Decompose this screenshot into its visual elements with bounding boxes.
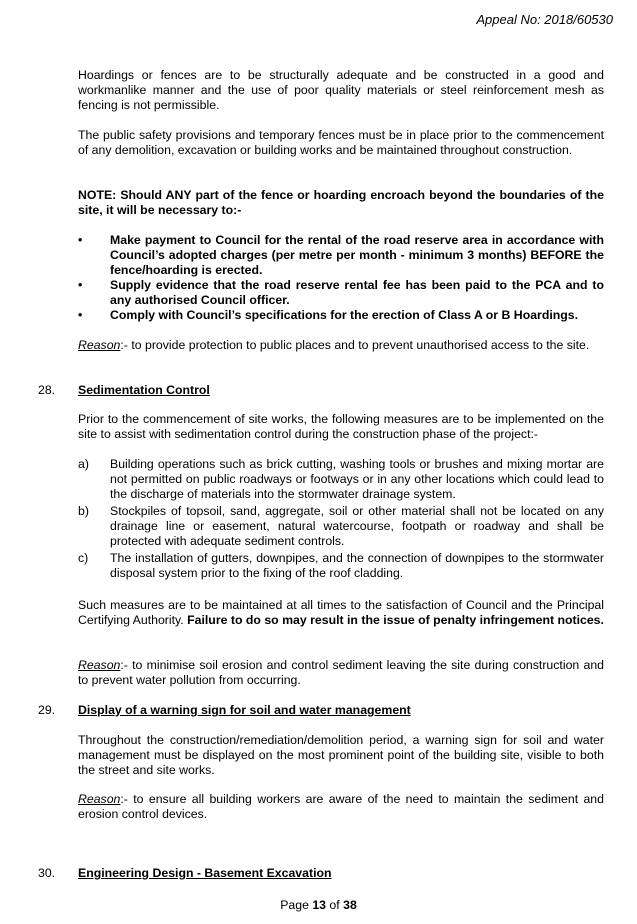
list-item-label: c): [78, 551, 89, 565]
appeal-number: Appeal No: 2018/60530: [476, 12, 613, 27]
maintenance-text: Such measures are to be maintained at all times to the satisfaction of Council and the Principal Certifying Authority.: [78, 598, 604, 627]
list-item-text: The installation of gutters, downpipes, and the connection of downpipes to the stormwater disposal system prior to the fixing of the roof cladding.: [110, 551, 604, 580]
bullet-icon: •: [78, 278, 83, 292]
bullet-text: Make payment to Council for the rental of the road reserve area in accordance with Council’s adopted charges (per metre per month - minimum 3 months) BEFORE the fence/hoarding is erected.: [110, 233, 604, 277]
bullet-item: [78, 233, 604, 278]
paragraph-public-safety: The public safety provisions and temporary fences must be in place prior to the commencement of any demolition, excavation or building works and be maintained throughout construction.: [78, 128, 604, 157]
footer-prefix: Page: [280, 898, 313, 912]
note-paragraph: NOTE: Should ANY part of the fence or hoarding encroach beyond the boundaries of the site, it will be necessary to:-: [78, 188, 604, 217]
list-item-text: Stockpiles of topsoil, sand, aggregate, soil or other material shall not be located on any drainage line or easement, natural watercourse, footpath or roadway and shall be protected with adequate sediment controls.: [110, 504, 604, 548]
section-title: Engineering Design - Basement Excavation: [78, 866, 332, 880]
list-item-text: Building operations such as brick cutting, washing tools or brushes and mixing mortar are not permitted on public roadways or footways or in any other locations which could lead to the discharge of materials into the stormwater drainage system.: [110, 457, 604, 501]
maintenance-paragraph: [78, 598, 604, 628]
reason-text: :- to minimise soil erosion and control sediment leaving the site during construction and to prevent water pollution from occurring.: [78, 658, 604, 687]
list-item: [78, 551, 604, 581]
paragraph-hoardings: Hoardings or fences are to be structurally adequate and be constructed in a good and workmanlike manner and the use of poor quality materials or steel reinforcement mesh as fencing is not permissible.: [78, 68, 604, 112]
bullet-icon: •: [78, 233, 83, 247]
list-item: [78, 457, 604, 502]
reason-text: :- to ensure all building workers are aware of the need to maintain the sediment and erosion control devices.: [78, 792, 604, 821]
list-item: [78, 504, 604, 549]
page-total: 38: [343, 898, 357, 912]
reason-paragraph: [78, 658, 604, 688]
footer-of: of: [326, 898, 344, 912]
reason-label: Reason: [78, 792, 121, 806]
list-item-label: a): [78, 457, 89, 471]
list-item-label: b): [78, 504, 89, 518]
reason-paragraph: [78, 792, 604, 822]
section-title: Sedimentation Control: [78, 383, 210, 397]
reason-label: Reason: [78, 338, 121, 352]
page-number: 13: [312, 898, 327, 912]
page-footer: [0, 898, 637, 913]
bullet-text: Supply evidence that the road reserve rental fee has been paid to the PCA and to any authorised Council officer.: [110, 278, 604, 307]
bullet-icon: •: [78, 308, 83, 322]
section-number: 28.: [38, 383, 56, 397]
section-body: Throughout the construction/remediation/demolition period, a warning sign for soil and water management must be displayed on the most prominent point of the building site, visible to both the street and site works.: [78, 733, 604, 777]
reason-paragraph: [78, 338, 604, 353]
reason-label: Reason: [78, 658, 121, 672]
bullet-text: Comply with Council’s specifications for the erection of Class A or B Hoardings.: [110, 308, 579, 322]
section-intro: Prior to the commencement of site works, the following measures are to be implemented on the site to assist with sedimentation control during the construction phase of the project:-: [78, 412, 604, 441]
section-number: 30.: [38, 866, 56, 880]
reason-text: :- to provide protection to public places and to prevent unauthorised access to the site.: [120, 338, 590, 352]
penalty-warning: Failure to do so may result in the issue of penalty infringement notices.: [187, 613, 604, 627]
section-title: Display of a warning sign for soil and water management: [78, 703, 411, 717]
bullet-item: [78, 278, 604, 308]
section-number: 29.: [38, 703, 56, 717]
bullet-item: [78, 308, 604, 323]
